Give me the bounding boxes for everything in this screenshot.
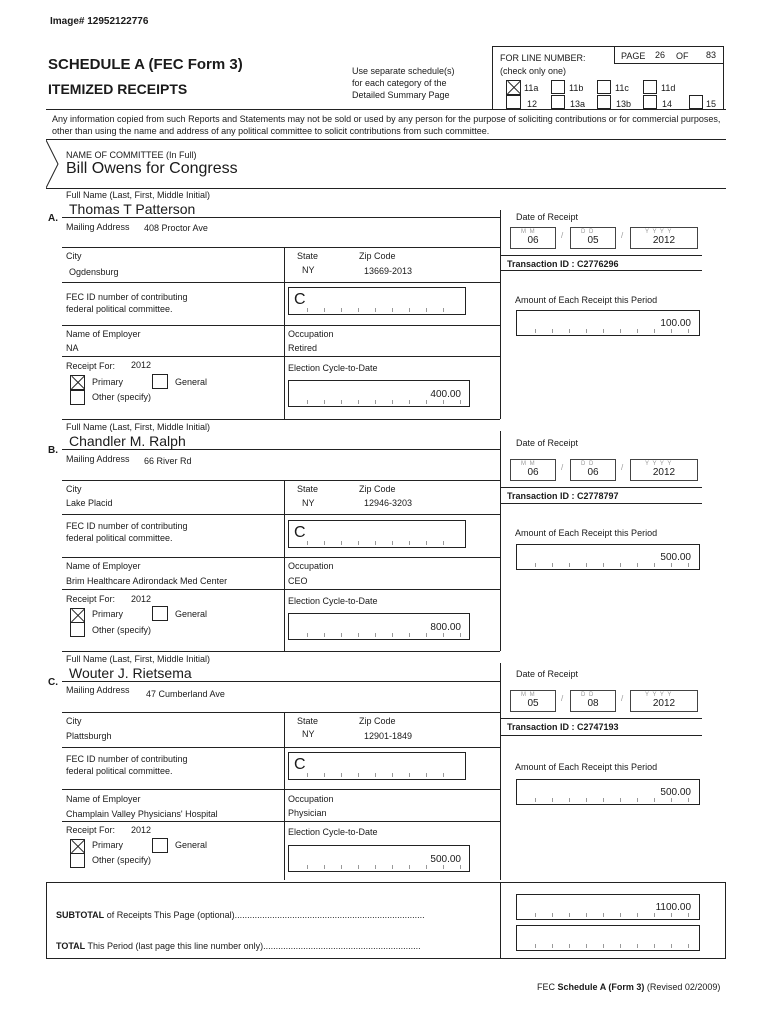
field-tick: [375, 633, 376, 637]
field-tick: [586, 563, 587, 567]
field-tick: [671, 798, 672, 802]
amount-label: Amount of Each Receipt this Period: [515, 295, 658, 305]
field-tick: [358, 773, 359, 777]
field-tick: [409, 773, 410, 777]
dd-placeholder: D D: [581, 692, 595, 698]
yyyy-placeholder: Y Y Y Y: [645, 229, 673, 235]
employer-value: Champlain Valley Physicians' Hospital: [66, 809, 218, 819]
notice-text: Any information copied from such Reports and Statements may not be sold or used by any person for the purpose of soliciting contributions or for commercial purposes, other than using the name and address of any political committee to solicit contributions from such committee.: [52, 114, 721, 136]
field-tick: [552, 329, 553, 333]
field-tick: [654, 798, 655, 802]
field-tick: [307, 400, 308, 404]
election-cycle-field[interactable]: [288, 613, 470, 640]
occupation-label: Occupation: [288, 794, 334, 804]
amount-label: Amount of Each Receipt this Period: [515, 528, 658, 538]
field-tick: [324, 865, 325, 869]
field-tick: [620, 798, 621, 802]
other-checkbox[interactable]: [70, 853, 85, 868]
entry-letter: B.: [48, 445, 58, 456]
entry-letter: A.: [48, 213, 58, 224]
employer-value: NA: [66, 343, 79, 353]
field-tick: [409, 633, 410, 637]
month-value: 06: [527, 235, 539, 246]
line-11a-checkbox[interactable]: [506, 80, 521, 95]
line-13a-checkbox[interactable]: [551, 95, 565, 109]
field-tick: [552, 798, 553, 802]
employer-label: Name of Employer: [66, 329, 141, 339]
line-14-label: 14: [662, 99, 673, 109]
city-label: City: [66, 716, 82, 726]
field-tick: [552, 944, 553, 948]
field-tick: [358, 633, 359, 637]
field-tick: [586, 329, 587, 333]
field-tick: [341, 865, 342, 869]
field-tick: [358, 400, 359, 404]
line-11a-label: 11a: [524, 83, 539, 93]
field-tick: [409, 541, 410, 545]
line-14-checkbox[interactable]: [643, 95, 657, 109]
occupation-label: Occupation: [288, 329, 334, 339]
field-tick: [535, 329, 536, 333]
day-field[interactable]: [570, 459, 616, 481]
election-cycle-field[interactable]: [288, 380, 470, 407]
receipt-for-label: Receipt For:: [66, 594, 116, 604]
field-tick: [341, 633, 342, 637]
employer-value: Brim Healthcare Adirondack Med Center: [66, 576, 228, 586]
election-cycle-value: 500.00: [430, 854, 461, 865]
subtotal-field[interactable]: [516, 894, 700, 920]
field-tick: [569, 944, 570, 948]
zip-value: 13669-2013: [364, 266, 413, 276]
fec-id-field[interactable]: [288, 752, 466, 780]
other-checkbox[interactable]: [70, 390, 85, 405]
field-tick: [603, 563, 604, 567]
employer-label: Name of Employer: [66, 794, 141, 804]
field-tick: [586, 798, 587, 802]
mailing-address: 66 River Rd: [144, 456, 192, 466]
field-tick: [569, 329, 570, 333]
line-15-checkbox[interactable]: [689, 95, 703, 109]
field-tick: [324, 400, 325, 404]
contributor-name: Thomas T Patterson: [69, 201, 196, 217]
election-cycle-label: Election Cycle-to-Date: [288, 827, 378, 837]
other-label: Other (specify): [92, 392, 152, 402]
line-11d-label: 11d: [661, 83, 676, 93]
field-tick: [426, 400, 427, 404]
line-13a-label: 13a: [570, 99, 586, 109]
committee-label: NAME OF COMMITTEE (In Full): [66, 150, 197, 160]
field-tick: [620, 329, 621, 333]
field-tick: [637, 329, 638, 333]
year-value: 2012: [652, 467, 676, 478]
line-13b-checkbox[interactable]: [597, 95, 611, 109]
mailing-address: 408 Proctor Ave: [144, 223, 208, 233]
amount-field[interactable]: [516, 310, 700, 336]
fec-id-prefix: C: [294, 756, 306, 773]
field-tick: [443, 633, 444, 637]
field-tick: [341, 773, 342, 777]
other-checkbox[interactable]: [70, 622, 85, 637]
committee-name: Bill Owens for Congress: [66, 160, 238, 177]
field-tick: [671, 563, 672, 567]
line-12-label: 12: [527, 99, 538, 109]
total-field[interactable]: [516, 925, 700, 951]
field-tick: [307, 541, 308, 545]
check-only-one-label: (check only one): [500, 66, 567, 76]
field-tick: [375, 541, 376, 545]
line-11c-label: 11c: [615, 83, 629, 93]
form-title: SCHEDULE A (FEC Form 3): [48, 56, 243, 73]
field-tick: [569, 913, 570, 917]
primary-checkbox[interactable]: [70, 375, 85, 390]
page-label: PAGE: [621, 51, 646, 61]
line-11b-checkbox[interactable]: [551, 80, 565, 94]
field-tick: [586, 913, 587, 917]
field-tick: [375, 865, 376, 869]
receipt-for-label: Receipt For:: [66, 361, 116, 371]
yyyy-placeholder: Y Y Y Y: [645, 461, 673, 467]
year-field[interactable]: [630, 227, 698, 249]
fec-id-field[interactable]: [288, 520, 466, 548]
city-value: Ogdensburg: [69, 267, 119, 277]
state-label: State: [297, 484, 319, 494]
field-tick: [535, 913, 536, 917]
field-tick: [426, 308, 427, 312]
zip-label: Zip Code: [359, 251, 396, 261]
field-tick: [443, 400, 444, 404]
date-separator: /: [561, 463, 564, 472]
line-11b-label: 11b: [569, 83, 584, 93]
fec-id-label: FEC ID number of contributing federal political committee.: [66, 292, 188, 314]
zip-value: 12946-3203: [364, 498, 413, 508]
occupation-label: Occupation: [288, 561, 334, 571]
date-of-receipt-label: Date of Receipt: [516, 669, 579, 679]
election-cycle-field[interactable]: [288, 845, 470, 872]
field-tick: [620, 913, 621, 917]
state-label: State: [297, 251, 319, 261]
field-tick: [307, 865, 308, 869]
field-tick: [392, 308, 393, 312]
field-tick: [603, 913, 604, 917]
field-tick: [358, 308, 359, 312]
transaction-id: Transaction ID : C2778797: [507, 491, 619, 501]
field-tick: [426, 633, 427, 637]
month-field[interactable]: [510, 459, 556, 481]
city-label: City: [66, 251, 82, 261]
date-of-receipt-label: Date of Receipt: [516, 212, 579, 222]
zip-label: Zip Code: [359, 484, 396, 494]
field-tick: [552, 563, 553, 567]
receipt-year: 2012: [131, 825, 152, 835]
transaction-id: Transaction ID : C2776296: [507, 259, 619, 269]
field-tick: [409, 308, 410, 312]
of-label: OF: [676, 51, 689, 61]
general-checkbox[interactable]: [152, 374, 168, 389]
line-15-label: 15: [706, 99, 717, 109]
field-tick: [637, 913, 638, 917]
year-field[interactable]: [630, 459, 698, 481]
date-of-receipt-label: Date of Receipt: [516, 438, 579, 448]
field-tick: [460, 633, 461, 637]
election-cycle-value: 800.00: [430, 622, 461, 633]
month-value: 06: [527, 467, 539, 478]
page-number: 26: [655, 50, 666, 60]
field-tick: [620, 563, 621, 567]
field-tick: [426, 865, 427, 869]
field-tick: [392, 541, 393, 545]
field-tick: [671, 944, 672, 948]
day-field[interactable]: [570, 690, 616, 712]
fec-id-prefix: C: [294, 291, 306, 308]
field-tick: [688, 563, 689, 567]
field-tick: [671, 329, 672, 333]
fec-id-prefix: C: [294, 524, 306, 541]
day-value: 06: [587, 467, 599, 478]
field-tick: [460, 865, 461, 869]
dd-placeholder: D D: [581, 461, 595, 467]
field-tick: [324, 541, 325, 545]
footer-text: FEC Schedule A (Form 3) (Revised 02/2009): [537, 982, 721, 992]
city-value: Plattsburgh: [66, 731, 112, 741]
line-11d-checkbox[interactable]: [643, 80, 657, 94]
other-label: Other (specify): [92, 855, 152, 865]
for-line-number-label: FOR LINE NUMBER:: [500, 53, 586, 63]
mailing-address-label: Mailing Address: [66, 454, 130, 464]
field-tick: [688, 913, 689, 917]
contributor-name: Chandler M. Ralph: [69, 433, 186, 449]
occupation-value: CEO: [288, 576, 308, 586]
election-cycle-value: 400.00: [430, 389, 461, 400]
general-label: General: [175, 840, 208, 850]
field-tick: [535, 944, 536, 948]
field-tick: [671, 913, 672, 917]
amount-value: 500.00: [660, 552, 691, 563]
field-tick: [569, 563, 570, 567]
general-label: General: [175, 377, 208, 387]
primary-label: Primary: [92, 840, 123, 850]
field-tick: [324, 633, 325, 637]
zip-label: Zip Code: [359, 716, 396, 726]
field-tick: [358, 865, 359, 869]
field-tick: [443, 541, 444, 545]
field-tick: [637, 798, 638, 802]
receipt-year: 2012: [131, 360, 152, 370]
field-tick: [603, 944, 604, 948]
state-value: NY: [302, 729, 315, 739]
instructions: Use separate schedule(s) for each category of the Detailed Summary Page: [352, 66, 455, 100]
day-value: 05: [587, 235, 599, 246]
field-tick: [443, 773, 444, 777]
mm-placeholder: M M: [521, 229, 536, 235]
date-separator: /: [621, 694, 624, 703]
fec-id-field[interactable]: [288, 287, 466, 315]
total-line: TOTAL This Period (last page this line number only)...............................................................: [56, 941, 421, 951]
field-tick: [392, 400, 393, 404]
committee-arrow: [46, 140, 60, 188]
year-field[interactable]: [630, 690, 698, 712]
date-separator: /: [561, 231, 564, 240]
election-cycle-label: Election Cycle-to-Date: [288, 596, 378, 606]
field-tick: [637, 563, 638, 567]
field-tick: [654, 944, 655, 948]
field-tick: [603, 798, 604, 802]
primary-checkbox[interactable]: [70, 608, 85, 623]
full-name-label: Full Name (Last, First, Middle Initial): [66, 190, 211, 200]
primary-label: Primary: [92, 609, 123, 619]
full-name-label: Full Name (Last, First, Middle Initial): [66, 422, 211, 432]
field-tick: [307, 633, 308, 637]
mm-placeholder: M M: [521, 692, 536, 698]
field-tick: [409, 865, 410, 869]
amount-label: Amount of Each Receipt this Period: [515, 762, 658, 772]
line-12-checkbox[interactable]: [506, 95, 521, 109]
field-tick: [535, 798, 536, 802]
field-tick: [375, 308, 376, 312]
field-tick: [654, 329, 655, 333]
image-id: Image# 12952122776: [50, 16, 149, 27]
general-checkbox[interactable]: [152, 838, 168, 853]
field-tick: [569, 798, 570, 802]
field-tick: [392, 633, 393, 637]
line-13b-label: 13b: [616, 99, 632, 109]
general-checkbox[interactable]: [152, 606, 168, 621]
amount-field[interactable]: [516, 779, 700, 805]
amount-field[interactable]: [516, 544, 700, 570]
year-value: 2012: [652, 235, 676, 246]
general-label: General: [175, 609, 208, 619]
field-tick: [654, 563, 655, 567]
receipt-for-label: Receipt For:: [66, 825, 116, 835]
mailing-address: 47 Cumberland Ave: [146, 689, 225, 699]
subtotal-value: 1100.00: [655, 902, 691, 913]
subtotal-line: SUBTOTAL of Receipts This Page (optional)............................................................................: [56, 910, 425, 920]
field-tick: [307, 308, 308, 312]
field-tick: [307, 773, 308, 777]
city-value: Lake Placid: [66, 498, 113, 508]
mm-placeholder: M M: [521, 461, 536, 467]
primary-checkbox[interactable]: [70, 839, 85, 854]
field-tick: [409, 400, 410, 404]
field-tick: [375, 773, 376, 777]
occupation-value: Retired: [288, 343, 318, 353]
field-tick: [654, 913, 655, 917]
primary-label: Primary: [92, 377, 123, 387]
transaction-id: Transaction ID : C2747193: [507, 722, 619, 732]
date-separator: /: [621, 463, 624, 472]
field-tick: [443, 865, 444, 869]
field-tick: [552, 913, 553, 917]
amount-value: 500.00: [660, 787, 691, 798]
field-tick: [341, 308, 342, 312]
state-value: NY: [302, 498, 315, 508]
state-label: State: [297, 716, 319, 726]
month-field[interactable]: [510, 227, 556, 249]
field-tick: [688, 944, 689, 948]
line-11c-checkbox[interactable]: [597, 80, 611, 94]
month-field[interactable]: [510, 690, 556, 712]
field-tick: [637, 944, 638, 948]
receipt-year: 2012: [131, 594, 152, 604]
field-tick: [688, 798, 689, 802]
other-label: Other (specify): [92, 625, 152, 635]
field-tick: [620, 944, 621, 948]
field-tick: [535, 563, 536, 567]
election-cycle-label: Election Cycle-to-Date: [288, 363, 378, 373]
entry-letter: C.: [48, 677, 58, 688]
field-tick: [426, 773, 427, 777]
field-tick: [324, 773, 325, 777]
field-tick: [358, 541, 359, 545]
field-tick: [375, 400, 376, 404]
field-tick: [392, 865, 393, 869]
field-tick: [341, 541, 342, 545]
date-separator: /: [561, 694, 564, 703]
field-tick: [392, 773, 393, 777]
field-tick: [324, 308, 325, 312]
state-value: NY: [302, 265, 315, 275]
amount-value: 100.00: [660, 318, 691, 329]
contributor-name: Wouter J. Rietsema: [69, 665, 192, 681]
mailing-address-label: Mailing Address: [66, 685, 130, 695]
yyyy-placeholder: Y Y Y Y: [645, 692, 673, 698]
city-label: City: [66, 484, 82, 494]
field-tick: [443, 308, 444, 312]
fec-id-label: FEC ID number of contributing federal political committee.: [66, 754, 188, 776]
field-tick: [460, 400, 461, 404]
field-tick: [586, 944, 587, 948]
field-tick: [688, 329, 689, 333]
field-tick: [341, 400, 342, 404]
occupation-value: Physician: [288, 808, 327, 818]
day-field[interactable]: [570, 227, 616, 249]
field-tick: [603, 329, 604, 333]
total-pages: 83: [706, 50, 717, 60]
month-value: 05: [527, 698, 539, 709]
fec-id-label: FEC ID number of contributing federal political committee.: [66, 521, 188, 543]
field-tick: [426, 541, 427, 545]
full-name-label: Full Name (Last, First, Middle Initial): [66, 654, 211, 664]
form-subtitle: ITEMIZED RECEIPTS: [48, 81, 188, 97]
date-separator: /: [621, 231, 624, 240]
year-value: 2012: [652, 698, 676, 709]
mailing-address-label: Mailing Address: [66, 222, 130, 232]
zip-value: 12901-1849: [364, 731, 413, 741]
dd-placeholder: D D: [581, 229, 595, 235]
employer-label: Name of Employer: [66, 561, 141, 571]
day-value: 08: [587, 698, 599, 709]
